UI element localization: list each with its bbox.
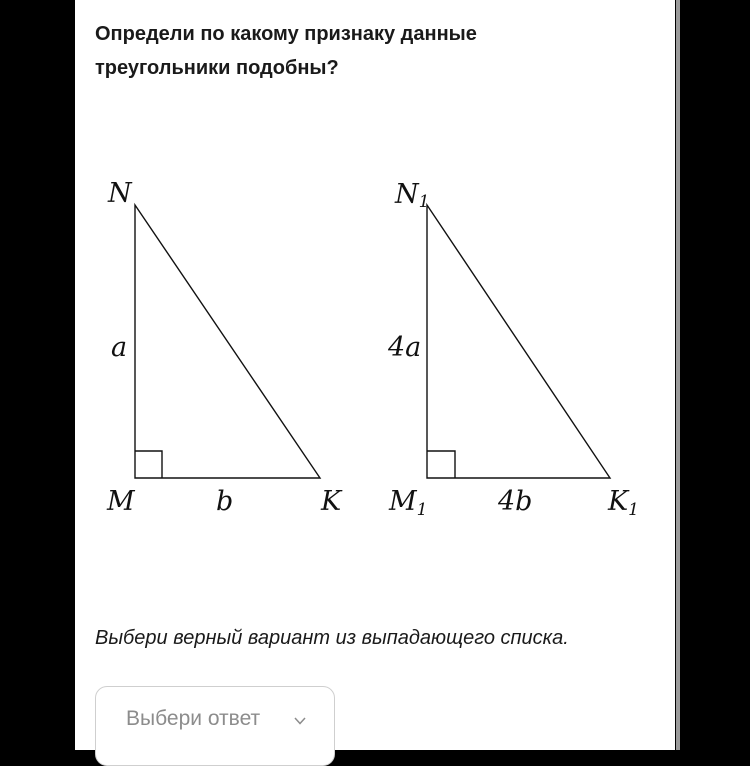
- instruction-text: Выбери верный вариант из выпадающего списка.: [95, 627, 569, 649]
- vertex-label-n: N: [108, 178, 132, 209]
- side-label-a: a: [111, 332, 128, 363]
- right-angle-marker-m: [135, 451, 162, 478]
- chevron-down-icon: [294, 717, 306, 725]
- vertex-label-k1: K1: [608, 486, 639, 520]
- triangles-drawing: [75, 160, 675, 530]
- answer-dropdown[interactable]: [95, 686, 335, 766]
- vertex-label-m1: M1: [389, 486, 428, 520]
- answer-dropdown-placeholder: Выбери ответ: [126, 707, 261, 730]
- side-label-4b: 4b: [498, 486, 533, 517]
- question-text: Определи по какому признаку данные треугольники подобны?: [95, 23, 477, 79]
- triangle-nmk: [106, 178, 343, 517]
- vertex-label-k: K: [321, 486, 342, 517]
- vertex-label-n1: N1: [395, 179, 430, 212]
- side-label-b: b: [216, 486, 234, 517]
- triangle-n1m1k1: [387, 179, 639, 520]
- triangles-figure: [75, 160, 675, 530]
- triangle-nmk-outline: [135, 205, 320, 478]
- vertex-label-m: M: [107, 486, 135, 517]
- right-angle-marker-m1: [427, 451, 455, 478]
- triangle-n1m1k1-outline: [427, 205, 610, 478]
- side-label-4a: 4a: [388, 332, 422, 363]
- scrollbar-track[interactable]: [676, 0, 680, 750]
